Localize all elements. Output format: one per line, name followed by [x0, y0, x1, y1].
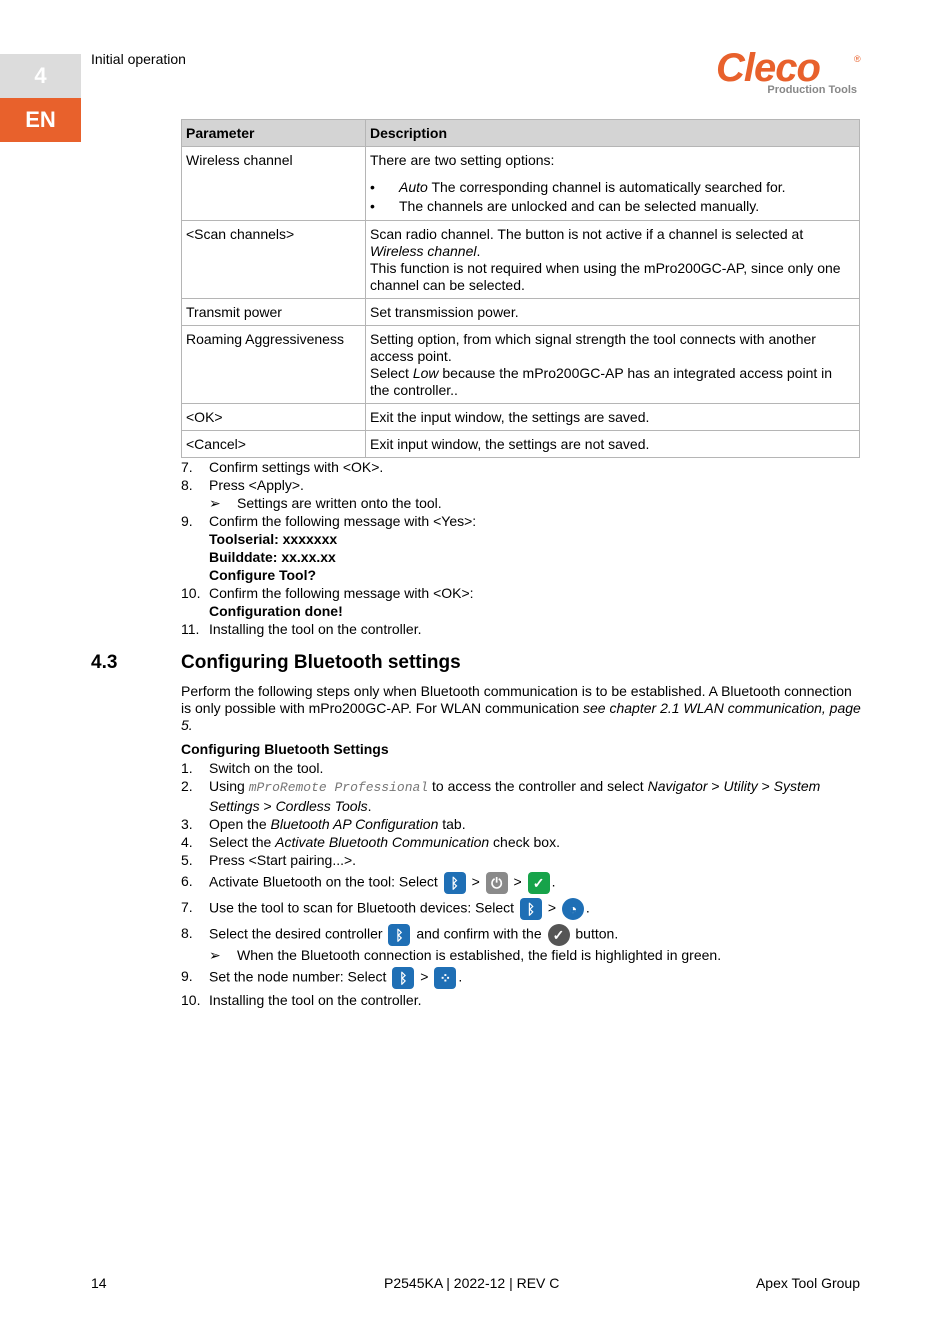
step-number: 10. [181, 585, 201, 601]
desc-cell [366, 221, 860, 299]
desc-cell: Set transmission power. [366, 299, 860, 326]
confirm-check-icon: ✓ [548, 924, 570, 946]
logo-word: Cleco [716, 46, 820, 90]
step-text: Installing the tool on the controller. [209, 992, 422, 1008]
chapter-tab: 4 [0, 54, 81, 98]
option-auto-text: The corresponding channel is automatically searched for. [427, 179, 786, 195]
step-text: Select the [209, 834, 276, 850]
step-text: Switch on the tool. [209, 760, 324, 776]
step [181, 620, 861, 638]
parameter-table [181, 119, 860, 458]
step-text: Press <Start pairing...>. [209, 852, 357, 868]
step [181, 777, 861, 815]
table-row [182, 431, 860, 458]
param-cell: <OK> [182, 404, 366, 431]
param-cell: Transmit power [182, 299, 366, 326]
step-text: Set the node number: Select [209, 968, 391, 985]
bluetooth-icon: ᛒ [520, 898, 542, 920]
step-text: to access the controller and select [428, 778, 648, 794]
company-name: Apex Tool Group [755, 1275, 860, 1291]
step-text: . [458, 968, 463, 985]
step [181, 967, 861, 989]
path-separator: > [757, 778, 774, 794]
step-number: 3. [181, 816, 193, 832]
language-tab: EN [0, 98, 81, 142]
running-header: Initial operation [91, 51, 186, 67]
table-header: Description [366, 120, 860, 147]
path-separator: > [509, 873, 526, 890]
table-row [182, 299, 860, 326]
list-item [370, 197, 855, 216]
param-cell: <Cancel> [182, 431, 366, 458]
logo-registered: ® [854, 54, 861, 64]
steps-list-1 [181, 458, 861, 638]
page-number: 14 [91, 1275, 107, 1291]
step-text: and confirm with the [412, 925, 546, 942]
step-text: . [367, 798, 372, 814]
step-text: Select the desired controller [209, 925, 387, 942]
path-separator: > [467, 873, 484, 890]
step-text: . [585, 899, 590, 916]
step [181, 833, 861, 851]
message-line: Toolserial: xxxxxxx [209, 531, 338, 547]
table-row [182, 221, 860, 299]
step-text: Use the tool to scan for Bluetooth devices: Select [209, 899, 518, 916]
message-line: Configuration done! [209, 603, 343, 619]
param-cell: Wireless channel [182, 147, 366, 221]
step-result [209, 946, 861, 964]
result-text: When the Bluetooth connection is established, the field is highlighted in green. [237, 947, 722, 963]
menu-path: System Settings [209, 778, 821, 814]
desc-cell [366, 326, 860, 404]
step [181, 476, 861, 512]
path-separator: > [259, 798, 276, 814]
step-text: Press <Apply>. [209, 477, 304, 493]
desc-line: Setting option, from which signal strength the tool connects with another access point. [370, 331, 816, 364]
step-number: 11. [181, 621, 200, 637]
step [181, 924, 861, 964]
step-text: Using [209, 778, 249, 794]
message-line: Configure Tool? [209, 567, 317, 583]
logo-subtitle: Production Tools [767, 84, 857, 96]
param-cell: <Scan channels> [182, 221, 366, 299]
desc-intro: There are two setting options: [370, 152, 555, 168]
node-network-icon: ⁘ [434, 967, 456, 989]
step [181, 759, 861, 777]
checkbox-name: Activate Bluetooth Communication [275, 834, 490, 850]
scan-icon: ◔ [562, 898, 584, 920]
step [181, 584, 861, 620]
desc-cell: Exit input window, the settings are not saved. [366, 431, 860, 458]
step-text: check box. [489, 834, 560, 850]
step-result [209, 494, 861, 512]
step-number: 2. [181, 778, 193, 794]
list-item [370, 178, 855, 197]
desc-text: . [476, 243, 481, 259]
step-text: Confirm settings with <OK>. [209, 459, 384, 475]
step-number: 4. [181, 834, 193, 850]
table-row [182, 404, 860, 431]
step [181, 458, 861, 476]
step [181, 898, 861, 920]
table-row [182, 147, 860, 221]
path-separator: > [416, 968, 433, 985]
step-number: 9. [181, 968, 193, 984]
desc-line: This function is not required when using the mPro200GC-AP, since only one channel can be selected. [370, 260, 841, 293]
desc-text: Select [370, 365, 413, 381]
step-text: Confirm the following message with <Yes>: [209, 513, 477, 529]
chapter-reference: see chapter 2.1 WLAN communication, page 5. [181, 700, 861, 733]
menu-path: Cordless Tools [275, 798, 368, 814]
step-number: 8. [181, 477, 193, 493]
cleco-logo [716, 46, 861, 100]
step-number: 5. [181, 852, 193, 868]
option-auto: Auto [399, 179, 428, 195]
tab-name: Bluetooth AP Configuration [270, 816, 439, 832]
step [181, 872, 861, 894]
desc-text: because the mPro200GC-AP has an integrated access point in the controller.. [370, 365, 833, 398]
step-text: tab. [438, 816, 466, 832]
menu-path: Navigator [647, 778, 708, 794]
desc-emphasis: Wireless channel [370, 243, 477, 259]
intro-text: Perform the following steps only when Bluetooth communication is to be established. A Bluetooth connection is only possible with mPro200GC-AP. For WLAN communication [181, 683, 852, 716]
desc-line [370, 365, 855, 399]
step-number: 1. [181, 760, 193, 776]
step-number: 10. [181, 992, 201, 1008]
arrow-icon: ➢ [209, 495, 221, 511]
step-number: 7. [181, 899, 193, 915]
table-header: Parameter [182, 120, 366, 147]
option-manual-text: The channels are unlocked and can be selected manually. [399, 198, 760, 214]
checkmark-icon: ✓ [528, 872, 550, 894]
message-line: Builddate: xx.xx.xx [209, 549, 336, 565]
options-list [370, 178, 855, 216]
document-id: P2545KA | 2022-12 | REV C [384, 1275, 560, 1291]
table-row [182, 326, 860, 404]
step-text: Activate Bluetooth on the tool: Select [209, 873, 442, 890]
step [181, 815, 861, 833]
section-title: Configuring Bluetooth settings [181, 652, 461, 673]
steps-list-2 [181, 759, 861, 1009]
desc-cell [366, 147, 860, 221]
table-header-row [182, 120, 860, 147]
desc-emphasis: Low [412, 365, 439, 381]
step [181, 512, 861, 584]
desc-line [370, 226, 855, 260]
step [181, 991, 861, 1009]
menu-path: Utility [723, 778, 758, 794]
power-icon: ⏻ [486, 872, 508, 894]
step [181, 851, 861, 869]
path-separator: > [543, 899, 560, 916]
path-separator: > [707, 778, 724, 794]
section-intro [181, 683, 861, 734]
section-number: 4.3 [91, 652, 118, 673]
step-number: 8. [181, 925, 193, 941]
step-text: button. [571, 925, 619, 942]
step-text: Open the [209, 816, 271, 832]
step-text: Installing the tool on the controller. [209, 621, 422, 637]
bluetooth-signal-icon: ᛒ [388, 924, 410, 946]
step-text: . [551, 873, 556, 890]
step-number: 7. [181, 459, 193, 475]
software-name: mProRemote Professional [248, 780, 429, 795]
subheading: Configuring Bluetooth Settings [181, 741, 389, 757]
step-text: Confirm the following message with <OK>: [209, 585, 474, 601]
desc-cell: Exit the input window, the settings are saved. [366, 404, 860, 431]
step-number: 9. [181, 513, 193, 529]
desc-text: Scan radio channel. The button is not active if a channel is selected at [370, 226, 804, 242]
bluetooth-icon: ᛒ [444, 872, 466, 894]
step-number: 6. [181, 873, 193, 889]
result-text: Settings are written onto the tool. [237, 495, 442, 511]
param-cell: Roaming Aggressiveness [182, 326, 366, 404]
arrow-icon: ➢ [209, 947, 221, 963]
bluetooth-icon: ᛒ [392, 967, 414, 989]
